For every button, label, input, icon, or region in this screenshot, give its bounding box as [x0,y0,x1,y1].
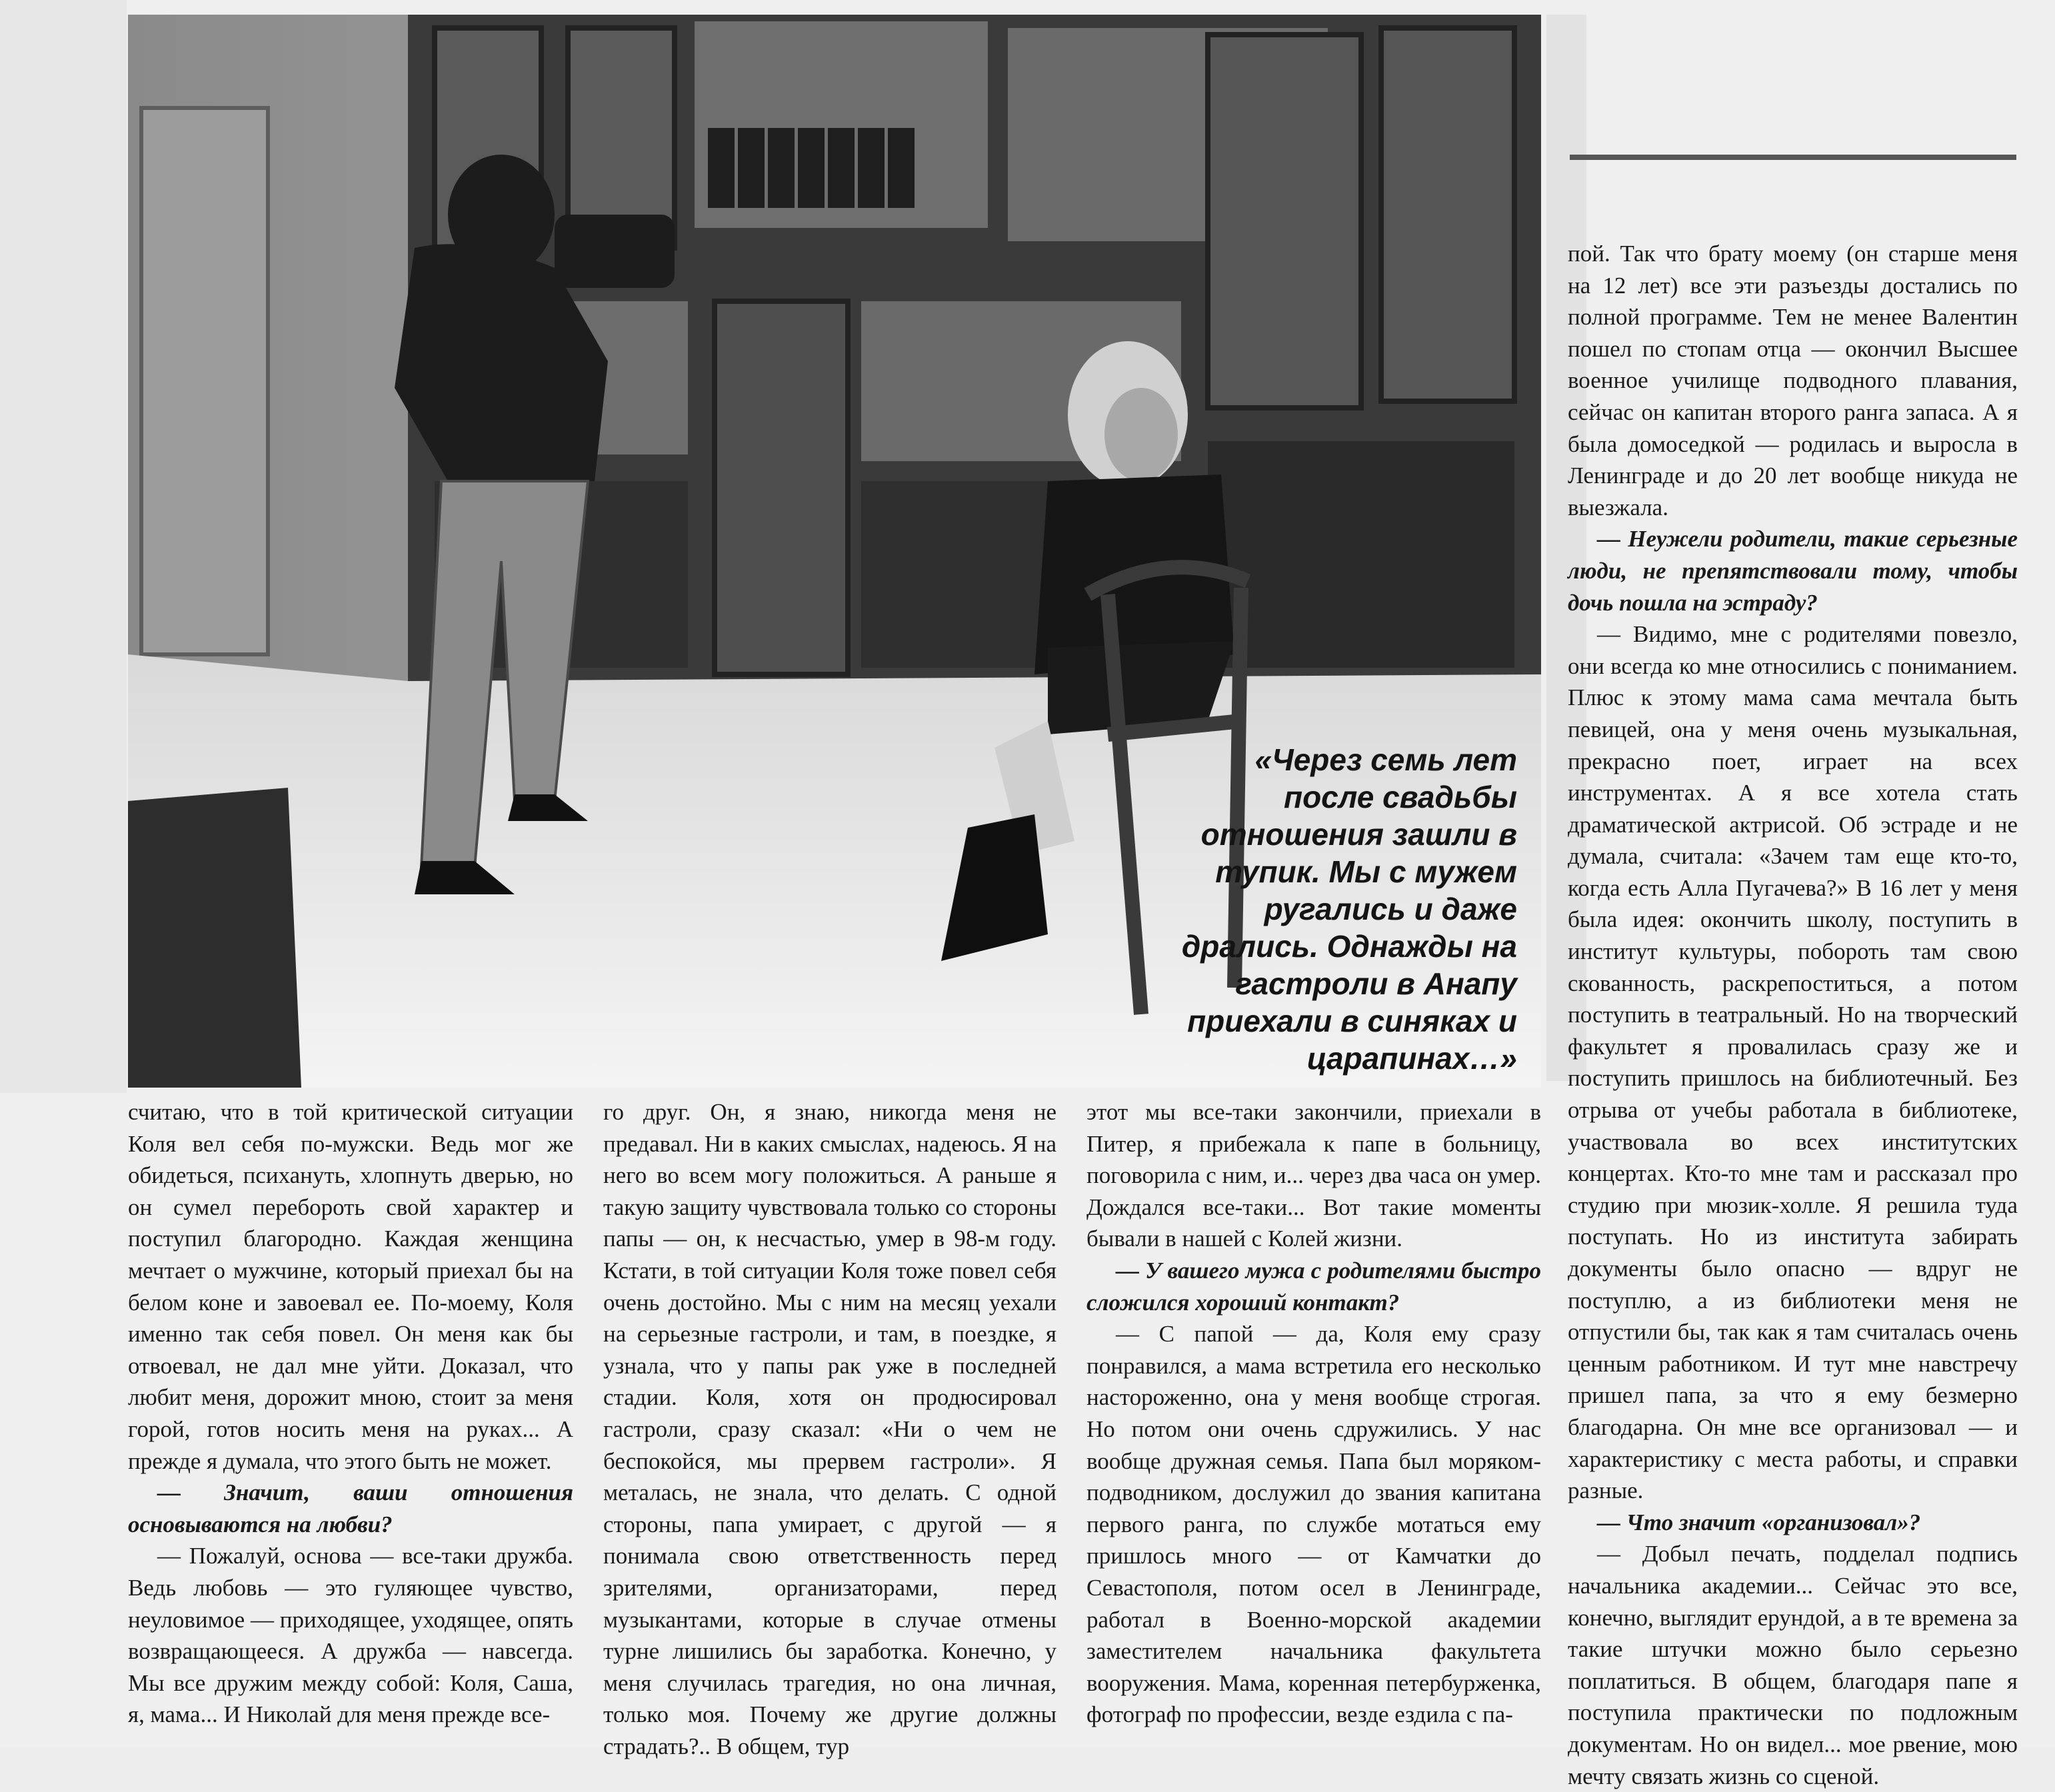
article-paragraph: пой. Так что брату моему (он старше меня на 12 лет) все эти разъезды достались по полной программе. Тем не менее Валентин пошел по стопам отца — окончил Высшее военное училище подводного плавания, сейчас он капитан второго ранга запаса. А я была домоседкой — родилась и выросла в Ленинграде и до 20 лет вообще никуда не выезжала. [1568,241,2018,520]
interview-question: — У вашего мужа с родителями быстро сложился хороший контакт? [1086,1257,1541,1316]
article-paragraph: — С папой — да, Коля ему сразу понравился, а мама встретила его несколько настороженно, она у меня вообще строгая. Но потом они очень сдружились. У нас вообще дружная семья. Папа был моряком-подводником, дослужил до звания капитана первого ранга, по службе мотаться ему пришлось много — от Камчатки до Севастополя, потом осел в Ленинграде, работал в Военно-морской академии заместителем начальника факультета вооружения. Мама, коренная петербурженка, фотограф по профессии, везде ездила с па- [1086,1321,1541,1728]
column-header-rule [1570,155,2016,160]
article-paragraph: — Добыл печать, подделал подпись начальника академии... Сейчас это все, конечно, выглядит ерундой, а в те времена за такие штучки можно было серьезно поплатиться. В общем, благодаря папе я поступила практически по подложным документам. Но он видел... мое рвение, мою мечту связать жизнь со сценой. [1568,1541,2018,1789]
article-paragraph: этот мы все-таки закончили, приехали в Питер, я прибежала к папе в больницу, поговорила с ним, и... через два часа он умер. Дождался все-таки... Вот такие моменты бывали в нашей с Колей жизни. [1086,1099,1541,1252]
article-paragraph: считаю, что в той критической ситуации Коля вел себя по-мужски. Ведь мог же обидеться, психануть, хлопнуть дверью, но он сумел перебороть свой характер и поступил благородно. Каждая женщина мечтает о мужчине, который приехал бы на белом коне и завоевал ее. По-моему, Коля именно так себя повел. Он меня как бы отвоевал, не дал мне уйти. Доказал, что любит меня, дорожит мною, стоит за меня горой, готов носить меня на руках... А прежде я думала, что этого быть не может. [128,1099,573,1474]
article-paragraph: го друг. Он, я знаю, никогда меня не предавал. Ни в каких смыслах, надеюсь. Я на него во всем могу положиться. А раньше я такую защиту чувствовала только со стороны папы — он, к несчастью, умер в 98-м году. Кстати, в той ситуации Коля тоже повел себя очень достойно. Мы с ним на месяц уехали на серьезные гастроли, и там, в поездке, я узнала, что у папы рак уже в последней стадии. Коля, хотя он продюсировал гастроли, сразу сказал: «Ни о чем не беспокойся, мы прервем гастроли». Я металась, не знала, что делать. С одной стороны, папа умирает, с другой — я понимала свою ответственность перед зрителями, организаторами, перед музыкантами, которые в случае отмены турне лишились бы заработка. Конечно, у меня случилась трагедия, но она личная, только моя. Почему же другие должны страдать?.. В общем, тур [603,1099,1056,1759]
article-paragraph: — Видимо, мне с родителями повезло, они всегда ко мне относились с пониманием. Плюс к этому мама сама мечтала быть певицей, она у меня очень музыкальная, прекрасно поет, играет на всех инструментах. А я все хотела стать драматической актрисой. Об эстраде и не думала, считала: «Зачем там еще кто-то, когда есть Алла Пугачева?» В 16 лет у меня была идея: окончить школу, поступить в институт культуры, побороть там свою скованность, раскрепоститься, а потом поступить в театральный. Но на творческий факультет я провалилась сразу же и поступить пришлось на библиотечный. Без отрыва от учебы работала в библиотеке, участвовала во всех институтских концертах. Кто-то мне там и рассказал про студию при мюзик-холле. Я решила туда поступать. Но из института забирать документы было опасно — вдруг не поступлю, а из библиотеки меня не отпустили бы, так как я там считалась очень ценным работником. И тут мне навстречу пришел папа, за что я ему безмерно благодарна. Он мне все организовал — и характеристику с места работы, и справки разные. [1568,621,2018,1504]
text-column-2 [603,1096,1056,1762]
text-column-3 [1086,1096,1541,1731]
photo-caption: «Через семь лет после свадьбы отношения зашли в тупик. Мы с мужем ругались и даже дрались. Однажды на гастроли в Анапу приехали в синяках и царапинах…» [1181,742,1517,1076]
text-column-1 [128,1096,573,1731]
interview-question: — Неужели родители, такие серьезные люди, не препятствовали тому, чтобы дочь пошла на эстраду? [1568,526,2018,616]
adjacent-page-headline [1626,80,2000,153]
adjacent-page-strip [0,0,127,1093]
article-paragraph: — Пожалуй, основа — все-таки дружба. Ведь любовь — это гуляющее чувство, неуловимое — приходящее, уходящее, опять возвращающееся. А дружба — навсегда. Мы все дружим между собой: Коля, Саша, я, мама... И Николай для меня прежде все- [128,1543,573,1728]
interview-question: — Значит, ваши отношения основываются на любви? [128,1479,573,1537]
text-column-4 [1568,238,2018,1792]
article-photo [128,15,1541,1088]
interview-question: — Что значит «организовал»? [1597,1509,1921,1535]
